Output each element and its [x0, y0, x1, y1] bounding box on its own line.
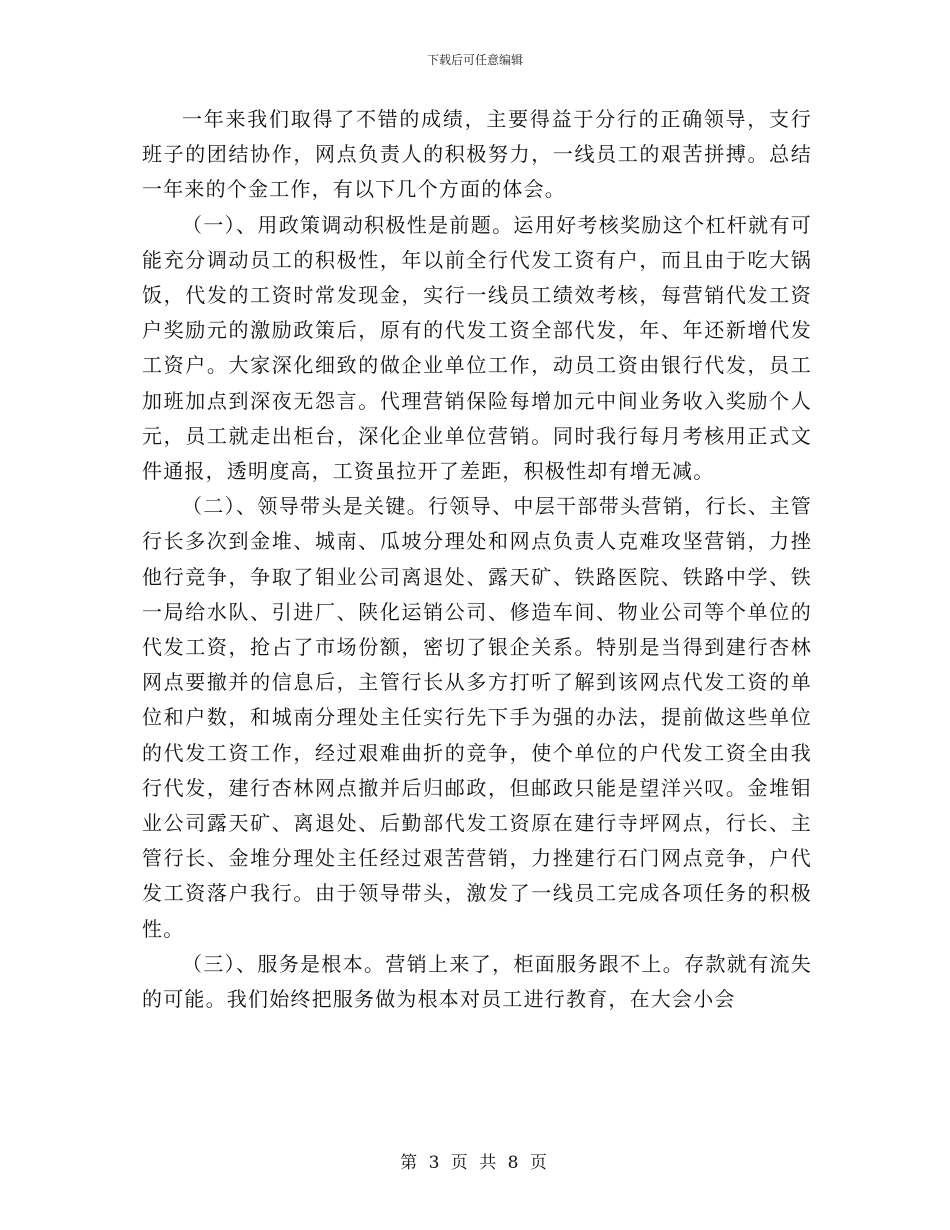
paragraph-intro: 一年来我们取得了不错的成绩，主要得益于分行的正确领导，支行班子的团结协作，网点负责人的积极努力，一线员工的艰苦拼搏。总结一年来的个金工作，有以下几个方面的体会。 — [142, 107, 812, 202]
document-body — [142, 102, 812, 1017]
paragraph-section-3: （三）、服务是根本。营销上来了，柜面服务跟不上。存款就有流失的可能。我们始终把服务做为根本对员工进行教育，在大会小会 — [142, 951, 812, 1012]
paragraph-section-2: （二）、领导带头是关键。行领导、中层干部带头营销，行长、主管行长多次到金堆、城南、瓜坡分理处和网点负责人克难攻坚营销，力挫他行竞争，争取了钼业公司离退处、露天矿、铁路医院、铁路中学、铁一局给水队、引进厂、陕化运销公司、修造车间、物业公司等个单位的代发工资，抢占了市场份额，密切了银企关系。特别是当得到建行杏林网点要撤并的信息后，主管行长从多方打听了解到该网点代发工资的单位和户数，和城南分理处主任实行先下手为强的办法，提前做这些单位的代发工资工作，经过艰难曲折的竞争，使个单位的户代发工资全由我行代发，建行杏林网点撤并后归邮政，但邮政只能是望洋兴叹。金堆钼业公司露天矿、离退处、后勤部代发工资原在建行寺坪网点，行长、主管行长、金堆分理处主任经过艰苦营销，力挫建行石门网点竞争，户代发工资落户我行。由于领导带头，激发了一线员工完成各项任务的积极性。 — [142, 494, 812, 941]
paragraph-section-1: （一）、用政策调动积极性是前题。运用好考核奖励这个杠杆就有可能充分调动员工的积极性，年以前全行代发工资有户，而且由于吃大锅饭，代发的工资时常发现金，实行一线员工绩效考核，每营销代发工资户奖励元的激励政策后，原有的代发工资全部代发，年、年还新增代发工资户。大家深化细致的做企业单位工作，动员工资由银行代发，员工加班加点到深夜无怨言。代理营销保险每增加元中间业务收入奖励个人元，员工就走出柜台，深化企业单位营销。同时我行每月考核用正式文件通报，透明度高，工资虽拉开了差距，积极性却有增无减。 — [142, 212, 812, 484]
page-header-note: 下载后可任意编辑 — [426, 53, 523, 67]
page-number-footer: 第 3 页 共 8 页 — [400, 1153, 550, 1173]
